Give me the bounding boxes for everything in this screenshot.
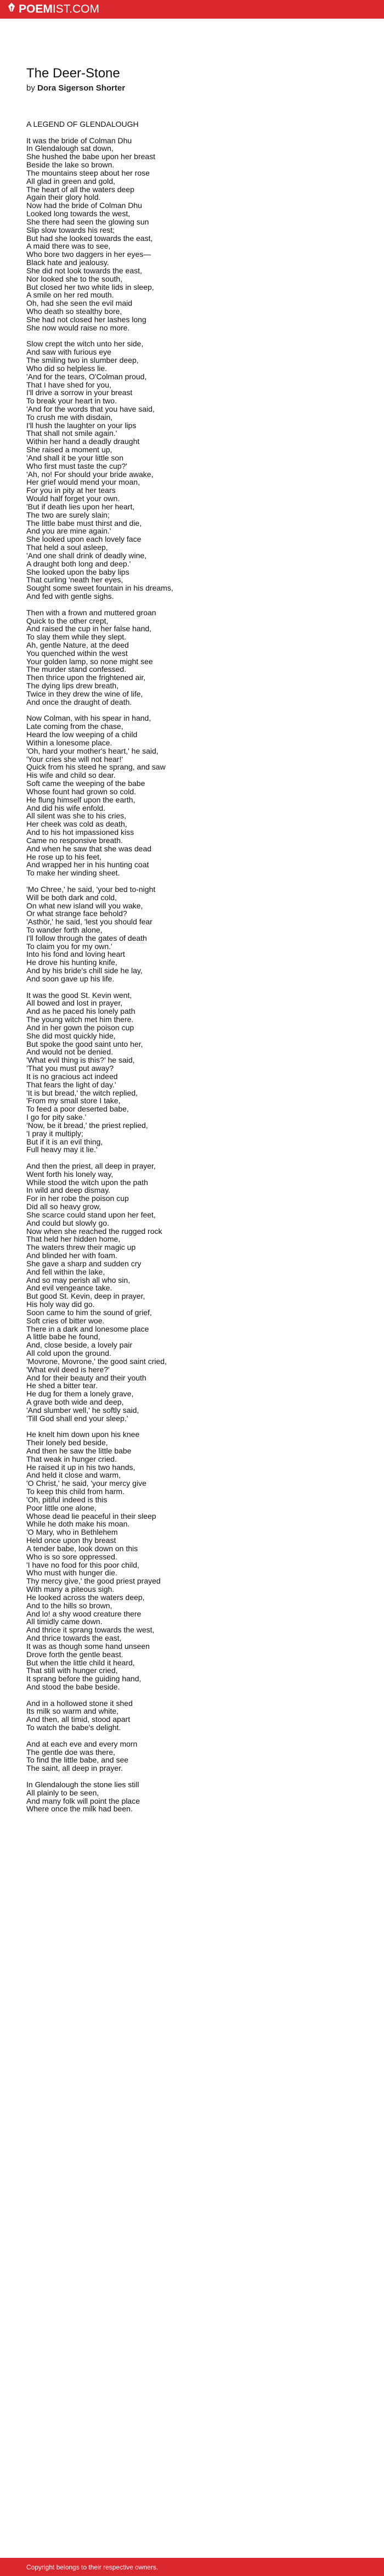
poem-title: The Deer-Stone — [26, 66, 120, 81]
poem-byline — [26, 83, 358, 93]
byline-prefix: by — [26, 83, 35, 93]
pen-nib-icon — [8, 3, 15, 16]
author-link[interactable]: Dora Sigerson Shorter — [37, 83, 126, 93]
poem-text: A LEGEND OF GLENDALOUGH It was the bride of Colman Dhu In Glendalough sat down, She hushed the babe upon her breast Beside the lake so brown. The mountains steep about her rose All glad in green and gold, The heart of all the waters deep Again their glory hold. Now had the bride of Colman Dhu Looked long towards the west, She there had seen the glowing sun Slip slow towards his rest; But had she looked towards the east, A maid there was to see, Who bore two daggers in her eyes— Black hate and jealousy. She did not look towards the east, Nor looked she to the south, But closed her two white lids in sleep, A smile on her red mouth. Oh, had she seen the evil maid Who death so stealthy bore, She had not closed her lashes long She now would raise no more. Slow crept the witch unto her side, And saw with furious eye The smiling two in slumber deep, Who did so helpless lie. 'And for the tears, O'Colman proud, That I have shed for you, I'll drive a sorrow in your breast To break your heart in two. 'And for the words that you have said, To crush me with disdain, I'll hush the laughter on your lips That shall not smile again.' Within her hand a deadly draught She raised a moment up, 'And shall it be your little son Who first must taste the cup?' 'Ah, no! For should your bride awake, Her grief would mend your moan, For you in pity at her tears Would half forget your own. 'But if death lies upon her heart, The two are surely slain; The little babe must thirst and die, And you are mine again.' She looked upon each lovely face That held a soul asleep, 'And one shall drink of deadly wine, A draught both long and deep.' She looked upon the baby lips That curling 'neath her eyes, Sought some sweet fountain in his dreams, And fed with gentle sighs. Then with a frown and muttered groan Quick to the other crept, And raised the cup in her false hand, To slay them while they slept. Ah, gentle Nature, at the deed You quenched within the west Your golden lamp, so none might see The murder stand confessed. Then thrice upon the frightened air, The dying lips drew breath, Twice in they drew the wine of life, And once the draught of death. Now Colman, with his spear in hand, Late coming from the chase, Heard the low weeping of a child Within a lonesome place. 'Oh, hard your mother's heart,' he said, 'Your cries she will not hear!' Quick from his steed he sprang, and saw His wife and child so dear. Soft came the weeping of the babe Whose fount had grown so cold. He flung himself upon the earth, And did his wife enfold. All silent was she to his cries, Her cheek was cold as death, And to his hot impassioned kiss Came no responsive breath. And when he saw that she was dead He rose up to his feet, And wrapped her in his hunting coat To make her winding sheet. 'Mo Chree,' he said, 'your bed to-night Will be both dark and cold, On what new island will you wake, Or what strange face behold? 'Asthör,' he said, 'lest you should fear To wander forth alone, I'll follow through the gates of death To claim you for my own.' Into his fond and loving heart He drove his hunting knife, And by his bride's chill side he lay, And soon gave up his life. It was the good St. Kevin went, All bowed and lost in prayer, And as he paced his lonely path The young witch met him there. And in her gown the poison cup She did most quickly hide, But spoke the good saint unto her, And would not be denied. 'What evil thing is this?' he said, 'That you must put away? It is no gracious act indeed That fears the light of day.' 'It is but bread,' the witch replied, 'From my small store I take, To feed a poor deserted babe, I go for pity sake.' 'Now, be it bread,' the priest replied, 'I pray it multiply; But if it is an evil thing, Full heavy may it lie.' And then the priest, all deep in prayer, Went forth his lonely way, While stood the witch upon the path In wild and deep dismay. For in her robe the poison cup Did all so heavy grow, She scarce could stand upon her feet, And could but slowly go. Now when she reached the rugged rock That held her hidden home, The waters threw their magic up And blinded her with foam. She gave a sharp and sudden cry And fell within the lake, And so may perish all who sin, And evil vengeance take. But good St. Kevin, deep in prayer, His holy way did go. Soon came to him the sound of grief, Soft cries of bitter woe. There in a dark and lonesome place A little babe he found, And, close beside, a lovely pair All cold upon the ground. 'Movrone, Movrone,' the good saint cried, 'What evil deed is here?' And for their beauty and their youth He shed a bitter tear. He dug for them a lonely grave, A grave both wide and deep, 'And slumber well,' he softly said, 'Till God shall end your sleep.' He knelt him down upon his knee Their lonely bed beside, And then he saw the little babe That weak in hunger cried. He raised it up in his two hands, And held it close and warm, 'O Christ,' he said, 'your mercy give To keep this child from harm. 'Oh, pitiful indeed is this Poor little one alone, Whose dead lie peaceful in their sleep While he doth make his moan. 'O Mary, who in Bethlehem Held once upon thy breast A tender babe, look down on this Who is so sore oppressed. 'I have no food for this poor child, Who must with hunger die. Thy mercy give,' the good priest prayed With many a piteous sigh. He looked across the waters deep, And to the hills so brown, And lo! a shy wood creature there All timidly came down. And thrice it sprang towards the west, And thrice towards the east, It was as though some hand unseen Drove forth the gentle beast. But when the little child it heard, That still with hunger cried, It sprang before the guiding hand, And stood the babe beside. And in a hollowed stone it shed Its milk so warm and white, And then, all timid, stood apart To watch the babe's delight. And at each eve and every morn The gentle doe was there, To find the little babe, and see The saint, all deep in prayer. In Glendalough the stone lies still All plainly to be seen, And many folk will point the place Where once the milk had been. — [26, 120, 173, 1814]
copyright-text: Copyright belongs to their respective owners. — [26, 2563, 159, 2571]
site-header — [0, 0, 384, 19]
site-footer — [0, 2558, 384, 2576]
brand-light: IST.COM — [52, 3, 100, 15]
poem-content — [26, 66, 358, 1813]
site-logo[interactable] — [8, 3, 99, 16]
brand-bold: POEM — [19, 3, 53, 15]
